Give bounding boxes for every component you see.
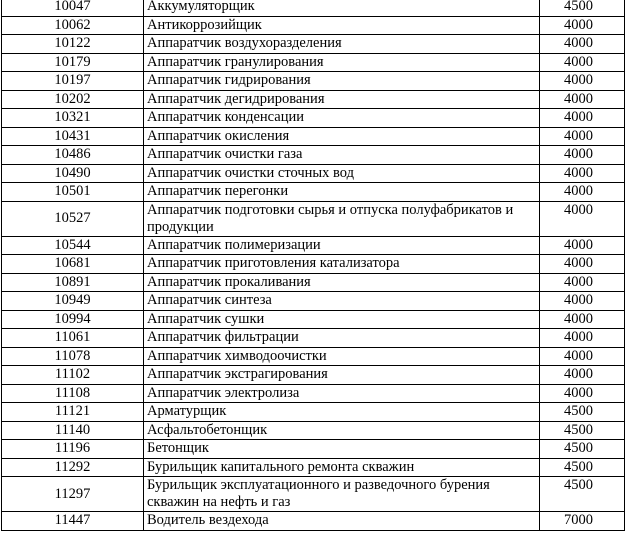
table-row (2, 403, 625, 422)
profession-name: Аппаратчик дегидрирования (144, 90, 540, 109)
profession-code: 11061 (2, 329, 144, 348)
profession-rate: 4000 (540, 329, 625, 348)
table-row (2, 72, 625, 91)
profession-name: Аппаратчик гидрирования (144, 72, 540, 91)
profession-name: Бетонщик (144, 440, 540, 459)
profession-rate: 4000 (540, 53, 625, 72)
table-row (2, 16, 625, 35)
table-row (2, 127, 625, 146)
profession-rate: 4000 (540, 164, 625, 183)
profession-name: Аппаратчик химводоочистки (144, 347, 540, 366)
profession-rate: 4000 (540, 366, 625, 385)
profession-name: Аппаратчик гранулирования (144, 53, 540, 72)
profession-name: Аппаратчик перегонки (144, 183, 540, 202)
profession-code: 11140 (2, 421, 144, 440)
profession-code: 10501 (2, 183, 144, 202)
profession-name: Аппаратчик полимеризации (144, 236, 540, 255)
profession-code: 11297 (2, 477, 144, 512)
table-row (2, 366, 625, 385)
table-row (2, 421, 625, 440)
profession-name: Бурильщик эксплуатационного и разведочного бурения скважин на нефть и газ (144, 477, 540, 512)
profession-rate: 4000 (540, 183, 625, 202)
profession-rate: 4000 (540, 255, 625, 274)
profession-name: Бурильщик капитального ремонта скважин (144, 458, 540, 477)
profession-name: Аппаратчик воздухоразделения (144, 35, 540, 54)
profession-rate: 4500 (540, 421, 625, 440)
profession-code: 10202 (2, 90, 144, 109)
profession-name: Аппаратчик очистки сточных вод (144, 164, 540, 183)
profession-rate: 4000 (540, 273, 625, 292)
table-row (2, 310, 625, 329)
profession-code: 10047 (2, 0, 144, 16)
profession-code: 11108 (2, 384, 144, 403)
profession-rate: 4500 (540, 0, 625, 16)
profession-name: Антикоррозийщик (144, 16, 540, 35)
profession-code: 11078 (2, 347, 144, 366)
profession-name: Аппаратчик электролиза (144, 384, 540, 403)
table-body (2, 0, 625, 530)
profession-rate: 4000 (540, 72, 625, 91)
table-row (2, 35, 625, 54)
profession-rate: 4000 (540, 236, 625, 255)
table-row (2, 292, 625, 311)
table-row (2, 236, 625, 255)
profession-rate: 4000 (540, 310, 625, 329)
table-row (2, 384, 625, 403)
profession-code: 10949 (2, 292, 144, 311)
profession-name: Аппаратчик прокаливания (144, 273, 540, 292)
profession-rate: 4000 (540, 127, 625, 146)
profession-rate: 4500 (540, 477, 625, 512)
table-row (2, 109, 625, 128)
profession-rate: 7000 (540, 512, 625, 531)
table-row (2, 0, 625, 16)
profession-name: Аппаратчик экстрагирования (144, 366, 540, 385)
table-row (2, 458, 625, 477)
profession-name: Асфальтобетонщик (144, 421, 540, 440)
profession-code: 10891 (2, 273, 144, 292)
profession-rate: 4000 (540, 90, 625, 109)
table-row (2, 329, 625, 348)
profession-rate: 4000 (540, 146, 625, 165)
table-row (2, 146, 625, 165)
profession-code: 10994 (2, 310, 144, 329)
profession-rate: 4000 (540, 347, 625, 366)
profession-name: Аппаратчик подготовки сырья и отпуска полуфабрикатов и продукции (144, 201, 540, 236)
table-row (2, 90, 625, 109)
profession-rates-table (1, 0, 625, 531)
profession-code: 10062 (2, 16, 144, 35)
profession-name: Водитель вездехода (144, 512, 540, 531)
profession-rate: 4500 (540, 458, 625, 477)
table-row (2, 201, 625, 236)
profession-code: 10486 (2, 146, 144, 165)
profession-rate: 4000 (540, 109, 625, 128)
profession-rate: 4000 (540, 384, 625, 403)
profession-name: Аппаратчик синтеза (144, 292, 540, 311)
profession-rate: 4000 (540, 201, 625, 236)
table-row (2, 347, 625, 366)
profession-code: 10321 (2, 109, 144, 128)
profession-code: 11292 (2, 458, 144, 477)
profession-name: Аппаратчик окисления (144, 127, 540, 146)
profession-code: 11196 (2, 440, 144, 459)
profession-code: 11447 (2, 512, 144, 531)
table-row (2, 440, 625, 459)
profession-code: 10527 (2, 201, 144, 236)
profession-code: 11102 (2, 366, 144, 385)
table-row (2, 183, 625, 202)
table-row (2, 53, 625, 72)
profession-code: 10122 (2, 35, 144, 54)
table-row (2, 477, 625, 512)
profession-rate: 4500 (540, 403, 625, 422)
profession-name: Аппаратчик сушки (144, 310, 540, 329)
profession-rate: 4000 (540, 16, 625, 35)
profession-name: Аппаратчик фильтрации (144, 329, 540, 348)
profession-name: Аккумуляторщик (144, 0, 540, 16)
table-row (2, 273, 625, 292)
table-row (2, 164, 625, 183)
profession-name: Аппаратчик приготовления катализатора (144, 255, 540, 274)
profession-rate: 4000 (540, 292, 625, 311)
profession-name: Аппаратчик конденсации (144, 109, 540, 128)
profession-rate: 4000 (540, 35, 625, 54)
profession-code: 10179 (2, 53, 144, 72)
profession-code: 10490 (2, 164, 144, 183)
table-row (2, 512, 625, 531)
profession-code: 10197 (2, 72, 144, 91)
profession-code: 10681 (2, 255, 144, 274)
profession-name: Арматурщик (144, 403, 540, 422)
profession-name: Аппаратчик очистки газа (144, 146, 540, 165)
table-row (2, 255, 625, 274)
profession-code: 10544 (2, 236, 144, 255)
profession-code: 11121 (2, 403, 144, 422)
profession-code: 10431 (2, 127, 144, 146)
profession-rate: 4500 (540, 440, 625, 459)
